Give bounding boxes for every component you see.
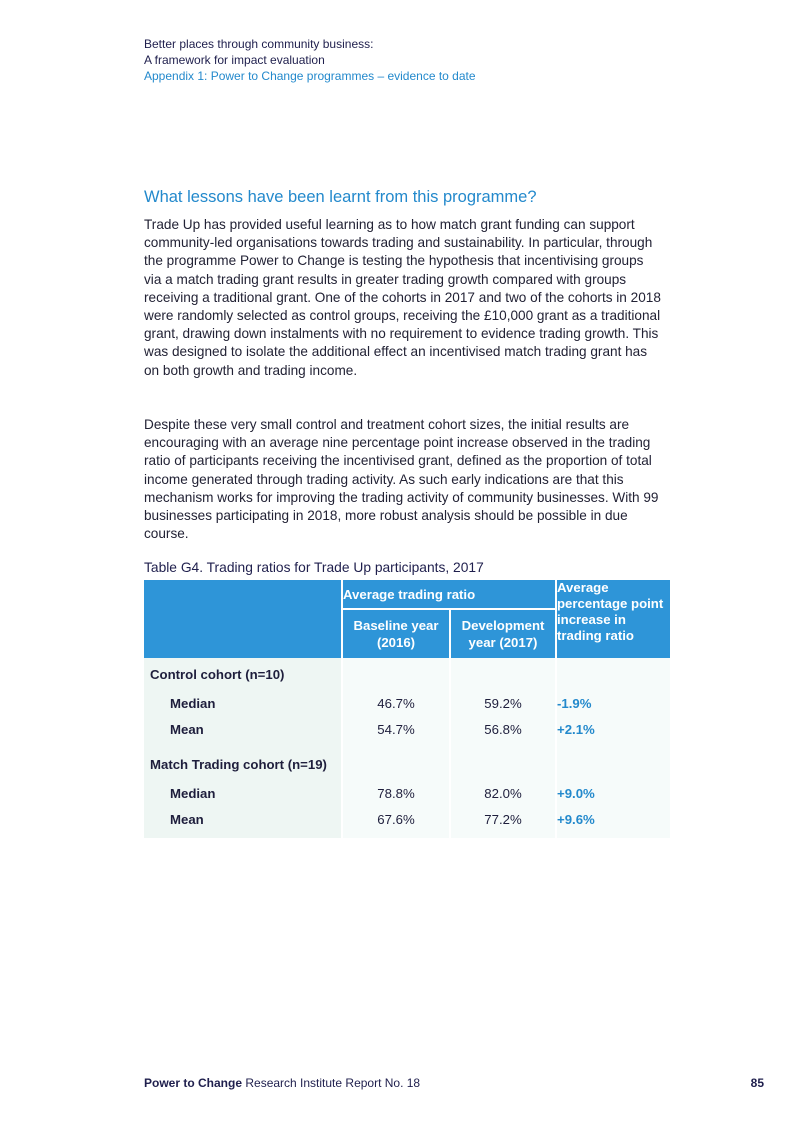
- cohort-name: Control cohort (n=10): [144, 658, 342, 690]
- table-row: [144, 690, 670, 716]
- paragraph-2: Despite these very small control and treatment cohort sizes, the initial results are encouraging with an average nine percentage point increase observed in the trading ratio of participants receiving the incentivised grant, defined as the proportion of total income generated through trading activity. As such early indications are that this mechanism works for improving the trading activity of community businesses. With 99 businesses participating in 2018, more robust analysis should be possible in due course.: [144, 417, 659, 542]
- column-header-development: Development year (2017): [450, 609, 556, 658]
- development-value: 77.2%: [484, 811, 522, 827]
- header-line-2: A framework for impact evaluation: [144, 53, 325, 67]
- footer: [144, 1076, 420, 1090]
- baseline-value: 54.7%: [377, 721, 415, 737]
- development-value: 56.8%: [484, 721, 522, 737]
- row-label: Mean: [144, 716, 342, 742]
- development-value: 82.0%: [484, 785, 522, 801]
- development-value: 59.2%: [484, 695, 522, 711]
- table-row: [144, 806, 670, 832]
- trading-ratio-table: [144, 580, 670, 838]
- increase-value: +9.6%: [556, 806, 670, 832]
- paragraph-1: Trade Up has provided useful learning as to how match grant funding can support community-led organisations towards trading and sustainability. In particular, through the programme Power to Change is testing the hypothesis that incentivising groups via a match trading grant results in greater trading growth compared with groups receiving a traditional grant. One of the cohorts in 2017 and two of the cohorts in 2018 were randomly selected as control groups, receiving the £10,000 grant as a traditional grant, drawing down instalments with no requirement to evidence trading growth. This was designed to isolate the additional effect an incentivised match trading grant has on both growth and trading income.: [144, 217, 661, 378]
- group-header-average-trading-ratio: Average trading ratio: [342, 580, 556, 609]
- header-line-3: Appendix 1: Power to Change programmes – evidence to date: [144, 69, 476, 83]
- row-label: Median: [144, 690, 342, 716]
- column-header-increase: Average percentage point increase in trading ratio: [556, 580, 670, 658]
- row-label: Median: [144, 780, 342, 806]
- baseline-value: 78.8%: [377, 785, 415, 801]
- page-number: 85: [750, 1076, 764, 1090]
- cohort-name: Match Trading cohort (n=19): [144, 748, 342, 780]
- cohort-row: [144, 658, 670, 690]
- footer-brand: Power to Change: [144, 1076, 243, 1090]
- baseline-value: 67.6%: [377, 811, 415, 827]
- section-title: What lessons have been learnt from this programme?: [144, 188, 537, 206]
- table-caption: Table G4. Trading ratios for Trade Up participants, 2017: [144, 560, 484, 575]
- column-header-baseline: Baseline year (2016): [342, 609, 450, 658]
- table-corner-cell: [144, 580, 342, 658]
- increase-value: +2.1%: [556, 716, 670, 742]
- table-row: [144, 716, 670, 742]
- baseline-value: 46.7%: [377, 695, 415, 711]
- increase-value: +9.0%: [556, 780, 670, 806]
- row-label: Mean: [144, 806, 342, 832]
- table-row: [144, 780, 670, 806]
- cohort-row: [144, 748, 670, 780]
- footer-report-title: Research Institute Report No. 18: [242, 1076, 421, 1090]
- running-header: [144, 36, 476, 84]
- header-line-1: Better places through community business:: [144, 37, 374, 51]
- increase-value: -1.9%: [556, 690, 670, 716]
